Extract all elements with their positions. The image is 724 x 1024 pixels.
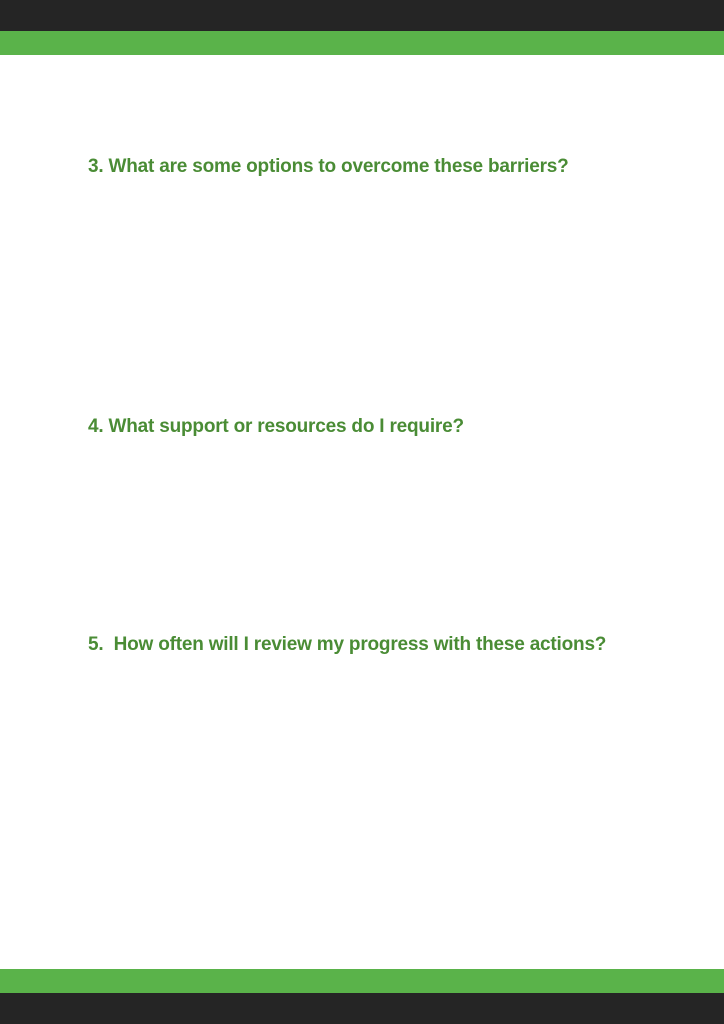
footer-green-band	[0, 969, 724, 993]
header-green-band	[0, 31, 724, 55]
footer-dark-band	[0, 993, 724, 1024]
header-dark-band	[0, 0, 724, 31]
question-5-heading: 5. How often will I review my progress with these actions?	[88, 634, 607, 655]
question-3-heading: 3. What are some options to overcome these barriers?	[88, 156, 569, 177]
question-4-heading: 4. What support or resources do I require?	[88, 416, 464, 437]
